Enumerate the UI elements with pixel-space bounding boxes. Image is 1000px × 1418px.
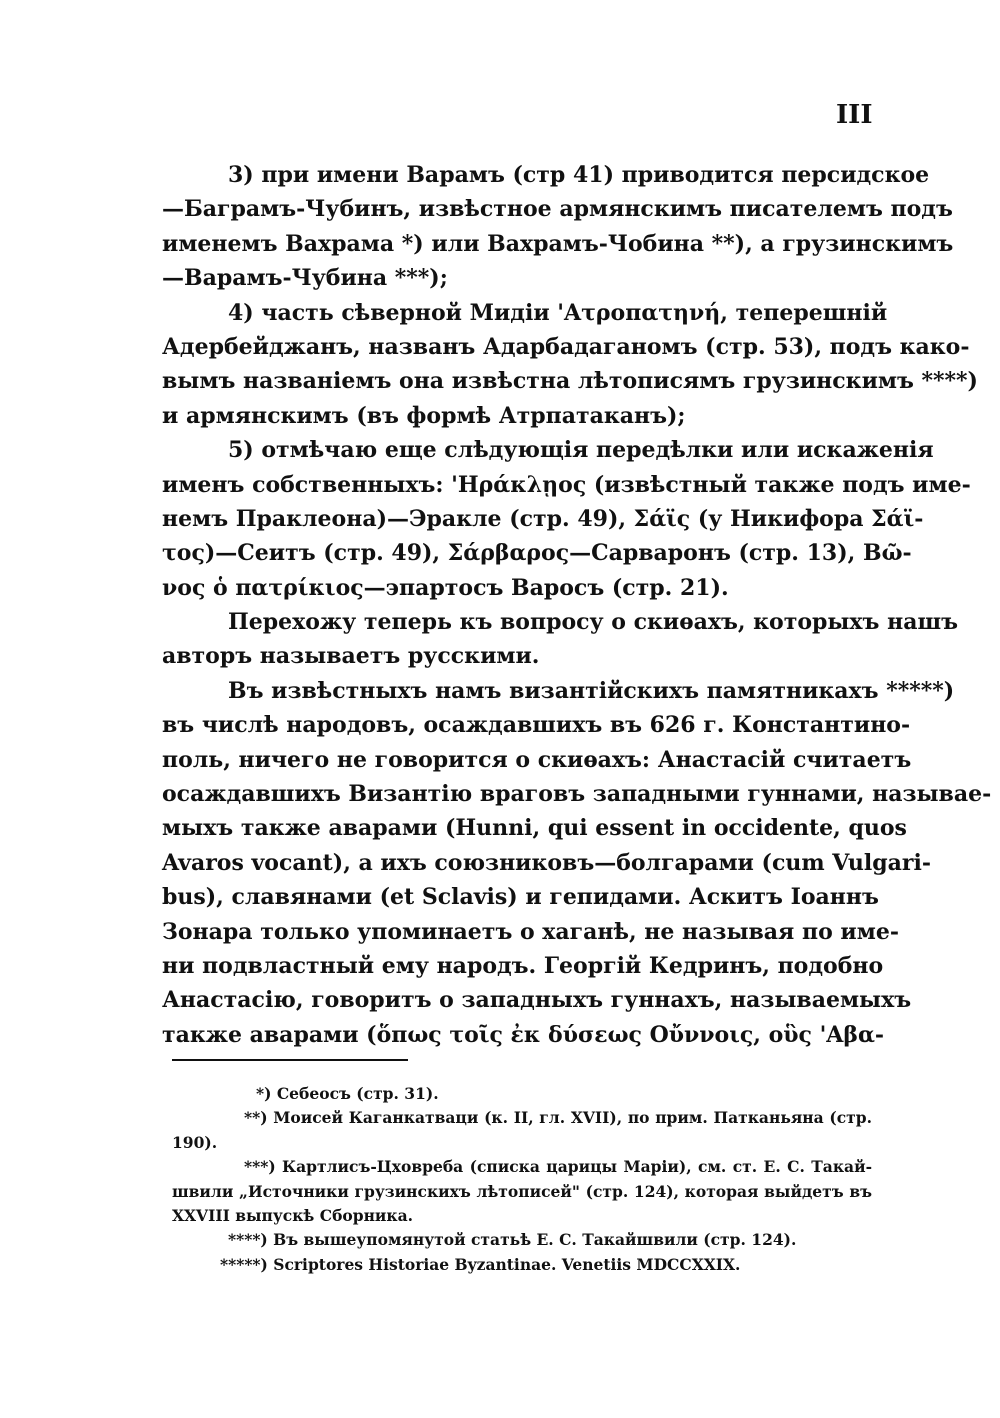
text-line: Адербейджанъ, названъ Адарбадаганомъ (стр. 53), подъ како- [162,333,970,360]
page-number: III [836,100,873,130]
text-line: и армянскимъ (въ формѣ Атрпатаканъ); [162,402,686,429]
text-line: поль, ничего не говорится о скиѳахъ: Анастасій считаетъ [162,746,912,773]
text-line: Анастасію, говоритъ о западныхъ гуннахъ, называемыхъ [162,987,912,1014]
text-line: вымъ названіемъ она извѣстна лѣтописямъ грузинскимъ ****) [162,368,978,395]
footnote-line: **) Моисей Каганкатваци (к. II, гл. XVII), по прим. Патканьяна (стр. [244,1108,872,1128]
text-line: 4) часть сѣверной Мидіи 'Ατροπατηνή, теперешній [228,299,888,326]
text-line: —Варамъ-Чубина ***); [162,265,448,292]
footnote-line: ***) Картлисъ-Цховреба (списка царицы Маріи), см. ст. Е. С. Такай- [244,1157,872,1177]
footnote-line: ****) Въ вышеупомянутой статьѣ Е. С. Такайшвили (стр. 124). [228,1230,797,1250]
body-text [162,158,992,1052]
text-line: Въ извѣстныхъ намъ византійскихъ памятникахъ *****) [228,677,955,704]
footnote-line: *) Себеосъ (стр. 31). [256,1084,439,1103]
text-line: авторъ называетъ русскими. [162,643,540,670]
text-line: —Баграмъ-Чубинъ, извѣстное армянскимъ писателемъ подъ [162,196,953,223]
text-line: νος ὁ πατρίκιος—эпартосъ Варосъ (стр. 21). [162,574,729,601]
text-line: немъ Праклеона)—Эракле (стр. 49), Σάϊς (у Никифора Σάϊ- [162,505,924,532]
text-line: Avaros vocant), а ихъ союзниковъ—болгарами (cum Vulgari- [162,849,932,876]
footnote-line: XXVIII выпускѣ Сборника. [172,1205,414,1225]
text-line: 3) при имени Варамъ (стр 41) приводится персидское [228,162,930,188]
footnote-line: 190). [172,1132,218,1152]
text-line: Зонара только упоминаетъ о хаганѣ, не называя по име- [162,918,899,945]
text-line: τος)—Сеитъ (стр. 49), Σάρβαρος—Сарваронъ (стр. 13), Βῶ- [162,540,912,567]
text-line: въ числѣ народовъ, осаждавшихъ въ 626 г. Константино- [162,712,911,739]
footnote-line: швили „Источники грузинскихъ лѣтописей" (стр. 124), которая выйдетъ въ [172,1181,872,1201]
text-line: 5) отмѣчаю еще слѣдующія передѣлки или искаженія [228,437,934,464]
text-line: ни подвластный ему народъ. Георгій Кедринъ, подобно [162,952,884,979]
text-line: также аварами (ὅπως τοῖς ἐκ δύσεως Οὔννοις, οὓς 'Αβα- [162,1021,885,1048]
footnote-line: *****) Scriptores Historiae Byzantinae. Venetiis MDCCXXIX. [220,1254,741,1274]
text-line: мыхъ также аварами (Hunni, qui essent in occidente, quos [162,815,907,842]
text-line: bus), славянами (et Sclavis) и гепидами. Аскитъ Іоаннъ [162,884,879,911]
footnote-rule [172,1059,408,1061]
text-line: именъ собственныхъ: 'Ηράκλῃος (извѣстный также подъ име- [162,471,971,498]
footnotes [172,1082,872,1277]
text-line: именемъ Вахрама *) или Вахрамъ-Чобина **), а грузинскимъ [162,230,954,257]
text-line: осаждавшихъ Византію враговъ западными гуннами, называе- [162,781,992,808]
text-line: Перехожу теперь къ вопросу о скиѳахъ, которыхъ нашъ [228,609,958,636]
